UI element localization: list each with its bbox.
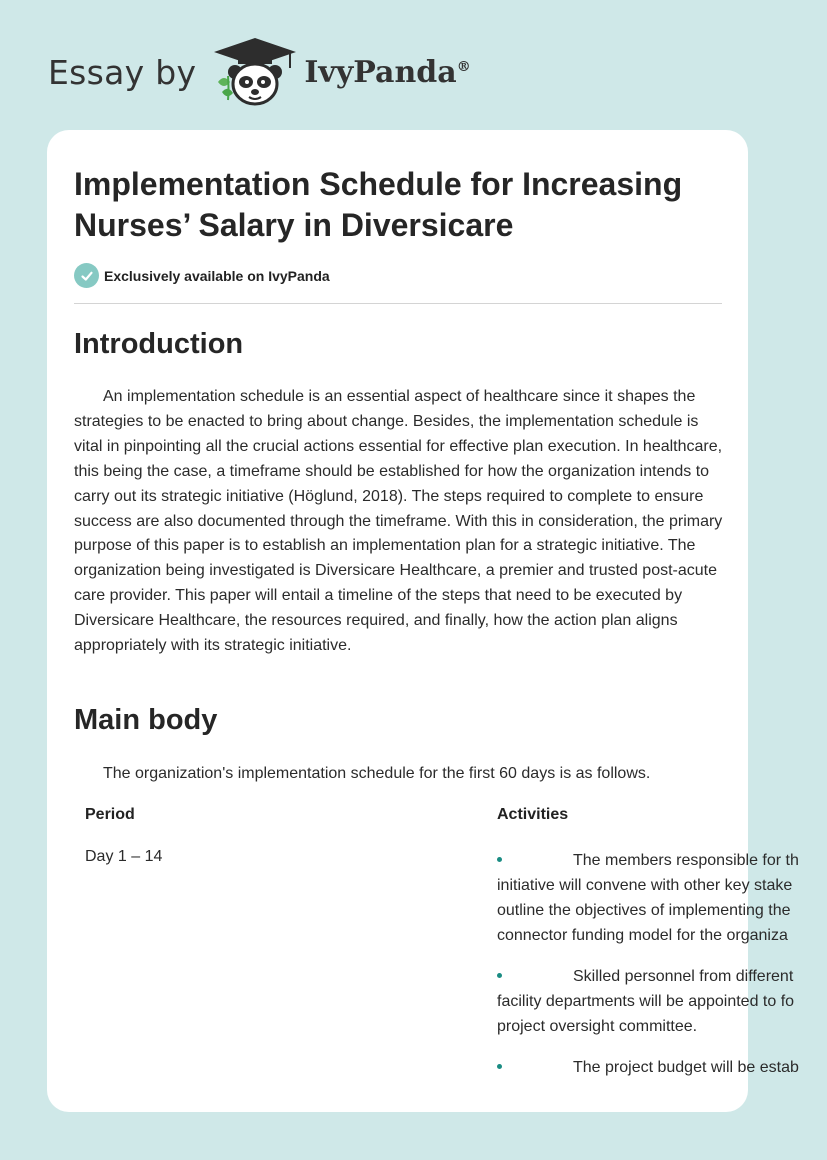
- section-heading-main-body: Main body: [74, 704, 218, 736]
- brand-prefix: Essay by: [48, 52, 197, 92]
- essay-card: [47, 130, 799, 1112]
- exclusive-label: Exclusively available on IvyPanda: [104, 267, 330, 284]
- checkmark-icon: [74, 263, 99, 288]
- bullet-icon: [497, 973, 502, 978]
- list-item: The members responsible for th initiative will convene with other key stake outline the objectives of implementing the connector funding model for the organiza: [497, 852, 799, 944]
- bullet-icon: [497, 1064, 502, 1069]
- table-header-period: Period: [85, 806, 135, 823]
- exclusive-badge: [74, 263, 330, 288]
- panda-graduate-icon: [210, 36, 300, 108]
- bullet-icon: [497, 857, 502, 862]
- main-body-paragraph: The organization's implementation schedule for the first 60 days is as follows.: [103, 765, 651, 782]
- activities-list: [497, 848, 827, 1096]
- brand-name: IvyPanda®: [304, 54, 471, 90]
- section-heading-introduction: Introduction: [74, 328, 244, 360]
- table-header-activities: Activities: [497, 806, 569, 823]
- brand-header[interactable]: [48, 36, 471, 108]
- divider: [74, 303, 722, 304]
- list-item: Skilled personnel from different facility departments will be appointed to fo project oversight committee.: [497, 968, 795, 1035]
- introduction-paragraph: An implementation schedule is an essential aspect of healthcare since it shapes the strategies to be enacted to bring about change. Besides, the implementation schedule is vital in pinpointing all the crucial actions essential for effective plan execution. In healthcare, this being the case, a timeframe should be established for how the organization intends to carry out its strategic initiative (Höglund, 2018). The steps required to complete to ensure success are also documented through the timeframe. With this in consideration, the primary purpose of this paper is to establish an implementation plan for a strategic initiative. The organization being investigated is Diversicare Healthcare, a premier and trusted post-acute care provider. This paper will entail a timeline of the steps that need to be executed by Diversicare Healthcare, the resources required, and finally, how the action plan aligns appropriately with its strategic initiative.: [74, 388, 723, 655]
- list-item: The project budget will be estab: [497, 1055, 827, 1080]
- page-title: Implementation Schedule for Increasing Nurses’ Salary in Diversicare: [74, 166, 683, 243]
- table-cell-period: Day 1 – 14: [85, 848, 163, 865]
